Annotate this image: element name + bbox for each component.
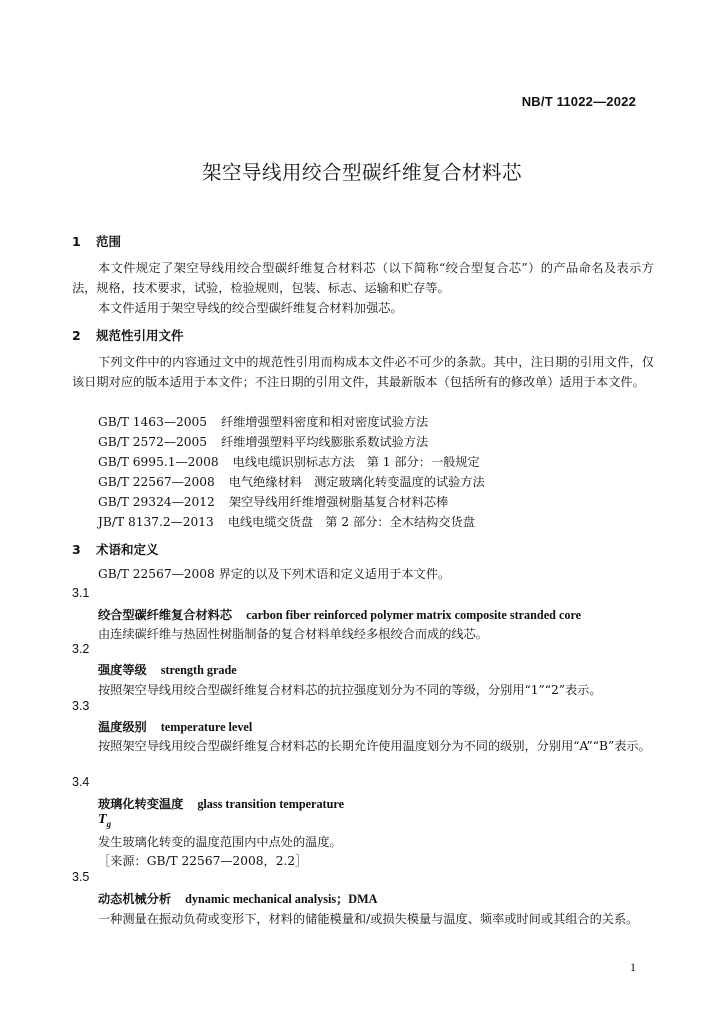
term-zh: 强度等级 [98, 663, 147, 677]
section-1-para-2: 本文件适用于架空导线的绞合型碳纤维复合材料加强芯。 [98, 301, 403, 315]
reference-item [98, 513, 475, 530]
term-heading [98, 718, 252, 735]
section-1-heading [72, 232, 121, 250]
term-heading [98, 795, 344, 812]
reference-title: 纤维增强塑料密度和相对密度试验方法 [221, 415, 429, 429]
reference-title: 电气绝缘材料 测定玻璃化转变温度的试验方法 [228, 475, 485, 489]
term-en: strength grade [160, 663, 237, 677]
reference-code: GB/T 22567—2008 [98, 475, 215, 489]
section-2-title: 规范性引用文件 [96, 328, 184, 343]
section-3-number: 3 [72, 542, 81, 557]
reference-title: 电线电缆识别标志方法 第 1 部分：一般规定 [232, 455, 480, 469]
section-1-number: 1 [72, 234, 81, 249]
reference-title: 纤维增强塑料平均线膨胀系数试验方法 [221, 435, 429, 449]
standard-code: NB/T 11022—2022 [521, 94, 636, 109]
term-heading [98, 606, 581, 623]
term-heading [98, 661, 237, 678]
document-title: 架空导线用绞合型碳纤维复合材料芯 [201, 161, 522, 184]
term-zh: 温度级别 [98, 720, 147, 734]
section-2-heading [72, 326, 184, 344]
term-definition-block [72, 736, 654, 756]
term-definition: 发生玻璃化转变的温度范围内中点处的温度。 [98, 835, 342, 849]
reference-item [98, 493, 448, 510]
term-number: 3.2 [72, 642, 90, 656]
symbol-main: T [98, 812, 107, 827]
reference-code: GB/T 2572—2005 [98, 435, 208, 449]
reference-code: JB/T 8137.2—2013 [98, 515, 214, 529]
term-symbol [98, 812, 111, 829]
reference-title: 电线电缆交货盘 第 2 部分：全木结构交货盘 [227, 515, 475, 529]
section-3-intro: GB/T 22567—2008 界定的以及下列术语和定义适用于本文件。 [98, 567, 451, 581]
section-1-title: 范围 [96, 234, 122, 249]
section-3-title: 术语和定义 [96, 542, 159, 557]
reference-code: GB/T 1463—2005 [98, 415, 208, 429]
term-en: carbon fiber reinforced polymer matrix composite stranded core [246, 608, 582, 622]
section-3-heading [72, 540, 159, 558]
term-definition: 由连续碳纤维与热固性树脂制备的复合材料单线经多根绞合而成的线芯。 [98, 627, 488, 641]
term-heading [98, 890, 377, 907]
reference-item [98, 473, 485, 490]
reference-code: GB/T 29324—2012 [98, 495, 215, 509]
term-zh: 动态机械分析 [98, 892, 172, 906]
reference-item [98, 433, 428, 450]
reference-code: GB/T 6995.1—2008 [98, 455, 219, 469]
term-definition: 按照架空导线用绞合型碳纤维复合材料芯的抗拉强度划分为不同的等级，分别用“1”“2”表示。 [98, 683, 602, 697]
term-definition: 按照架空导线用绞合型碳纤维复合材料芯的长期允许使用温度划分为不同的级别，分别用“A”“B”表示。 [98, 739, 651, 753]
term-en: temperature level [160, 720, 253, 734]
reference-item [98, 413, 428, 430]
reference-item [98, 453, 480, 470]
term-definition: 一种测量在振动负荷或变形下，材料的储能模量和/或损失模量与温度、频率或时间或其组合的关系。 [98, 912, 639, 926]
term-number: 3.4 [72, 775, 90, 789]
section-2-intro [72, 352, 654, 392]
section-2-intro-text: 下列文件中的内容通过文中的规范性引用而构成本文件必不可少的条款。其中，注日期的引用文件，仅该日期对应的版本适用于本文件；不注日期的引用文件，其最新版本（包括所有的修改单）适用于本文件。 [72, 355, 654, 389]
term-zh: 玻璃化转变温度 [98, 797, 184, 811]
term-source: ［来源：GB/T 22567—2008，2.2］ [98, 854, 308, 868]
section-1-para-1: 本文件规定了架空导线用绞合型碳纤维复合材料芯（以下简称“绞合型复合芯”）的产品命名及表示方法，规格，技术要求，试验，检验规则，包装、标志、运输和贮存等。 [72, 261, 654, 295]
symbol-subscript: g [106, 818, 112, 829]
term-zh: 绞合型碳纤维复合材料芯 [98, 608, 233, 622]
term-en: dynamic mechanical analysis；DMA [185, 892, 378, 906]
term-number: 3.5 [72, 870, 90, 884]
term-number: 3.1 [72, 586, 90, 600]
section-2-number: 2 [72, 328, 81, 343]
term-en: glass transition temperature [197, 797, 344, 811]
page-number: 1 [630, 960, 636, 974]
section-1-body [72, 258, 654, 318]
term-number: 3.3 [72, 699, 90, 713]
reference-title: 架空导线用纤维增强树脂基复合材料芯棒 [228, 495, 449, 509]
